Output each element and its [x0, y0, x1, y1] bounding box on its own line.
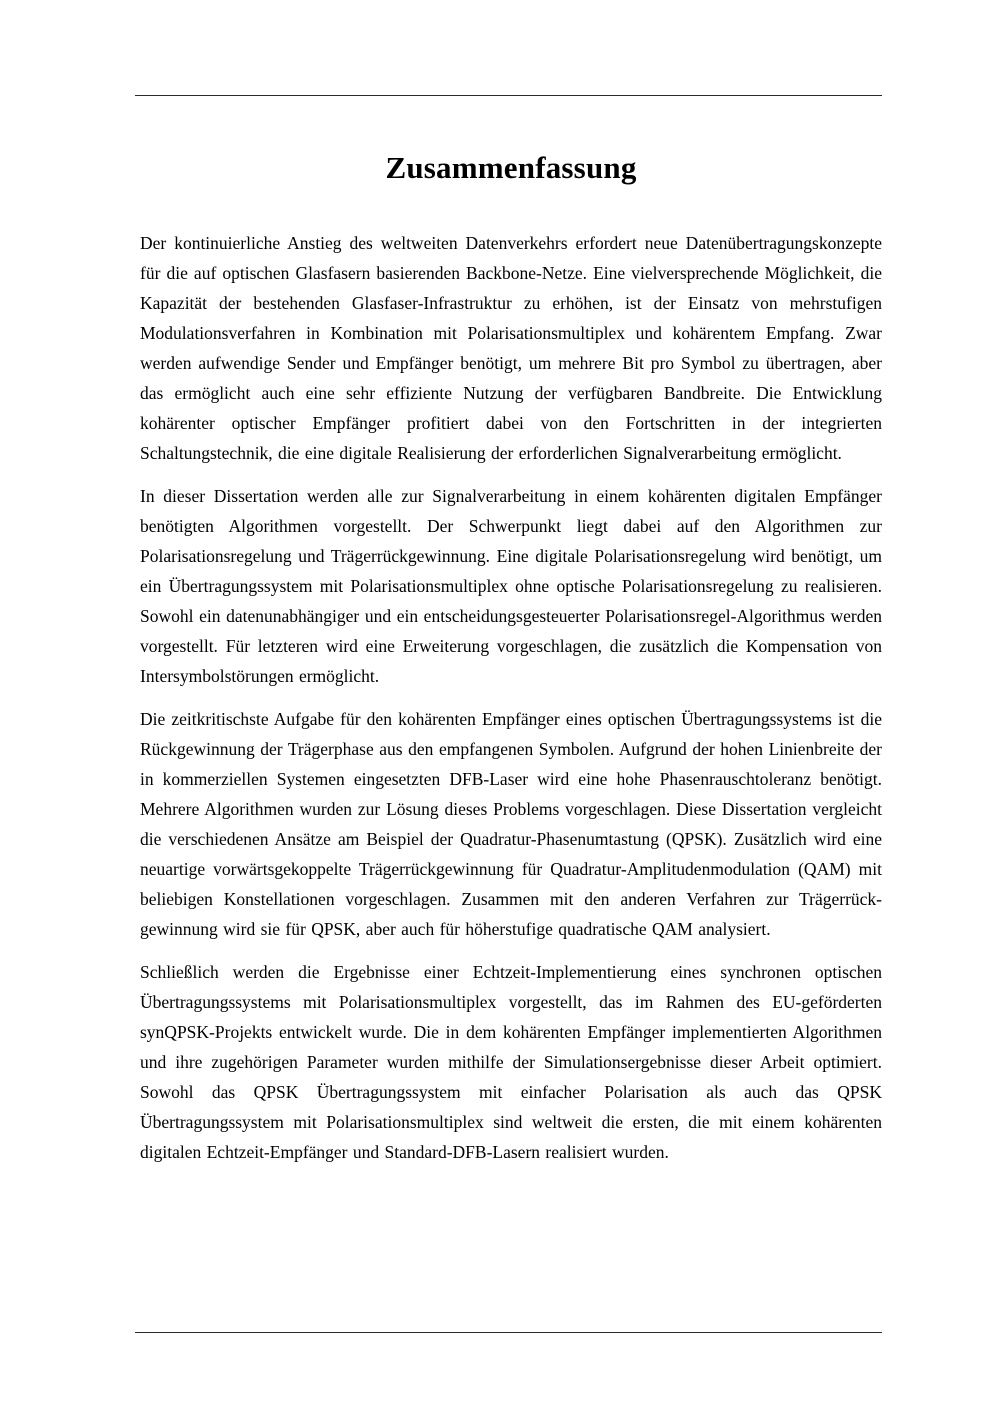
bottom-divider — [135, 1332, 882, 1333]
page-title: Zusammenfassung — [385, 150, 637, 185]
paragraph: Die zeitkritischste Aufgabe für den kohärenten Empfänger eines optischen Übertragungssystems ist die Rückgewinnung der Trägerphase aus den empfangenen Symbolen. Aufgrund der hohen Linienbreite der in kommerziellen Systemen eingesetzten DFB-Laser wird eine hohe Phasenrauschtoleranz benötigt. Mehrere Algorithmen wurden zur Lösung dieses Problems vorgeschlagen. Diese Dissertation vergleicht die verschiedenen Ansätze am Beispiel der Quadratur-Phasenumtastung (QPSK). Zusätzlich wird eine neuartige vorwärtsgekoppelte Trägerrückgewinnung für Quadratur-Amplitudenmodulation (QAM) mit beliebigen Konstellationen vorgeschlagen. Zusammen mit den anderen Verfahren zur Trägerrück-gewinnung wird sie für QPSK, aber auch für höherstufige quadratische QAM analysiert. — [140, 709, 882, 939]
top-divider — [135, 95, 882, 96]
paragraph: Schließlich werden die Ergebnisse einer Echtzeit-Implementierung eines synchronen optischen Übertragungssystems mit Polarisationsmultiplex vorgestellt, das im Rahmen des EU-geförderten synQPSK-Projekts entwickelt wurde. Die in dem kohärenten Empfänger implementierten Algorithmen und ihre zugehörigen Parameter wurden mithilfe der Simulationsergebnisse dieser Arbeit optimiert. Sowohl das QPSK Übertragungssystem mit einfacher Polarisation als auch das QPSK Übertragungssystem mit Polarisationsmultiplex sind weltweit die ersten, die mit einem kohärenten digitalen Echtzeit-Empfänger und Standard-DFB-Lasern realisiert wurden. — [140, 962, 882, 1162]
abstract-body — [140, 228, 882, 1167]
paragraph: In dieser Dissertation werden alle zur Signalverarbeitung in einem kohärenten digitalen Empfänger benötigten Algorithmen vorgestellt. Der Schwerpunkt liegt dabei auf den Algorithmen zur Polarisationsregelung und Trägerrückgewinnung. Eine digitale Polarisationsregelung wird benötigt, um ein Übertragungssystem mit Polarisationsmultiplex ohne optische Polarisationsregelung zu realisieren. Sowohl ein datenunabhängiger und ein entscheidungsgesteuerter Polarisationsregel-Algorithmus werden vorgestellt. Für letzteren wird eine Erweiterung vorgeschlagen, die zusätzlich die Kompensation von Intersymbolstörungen ermöglicht. — [140, 486, 882, 686]
paragraph: Der kontinuierliche Anstieg des weltweiten Datenverkehrs erfordert neue Datenübertragungskonzepte für die auf optischen Glasfasern basierenden Backbone-Netze. Eine vielversprechende Möglichkeit, die Kapazität der bestehenden Glasfaser-Infrastruktur zu erhöhen, ist der Einsatz von mehrstufigen Modulationsverfahren in Kombination mit Polarisationsmultiplex und kohärentem Empfang. Zwar werden aufwendige Sender und Empfänger benötigt, um mehrere Bit pro Symbol zu übertragen, aber das ermöglicht auch eine sehr effiziente Nutzung der verfügbaren Bandbreite. Die Entwicklung kohärenter optischer Empfänger profitiert dabei von den Fortschritten in der integrierten Schaltungstechnik, die eine digitale Realisierung der erforderlichen Signalverarbeitung ermöglicht. — [140, 233, 882, 463]
